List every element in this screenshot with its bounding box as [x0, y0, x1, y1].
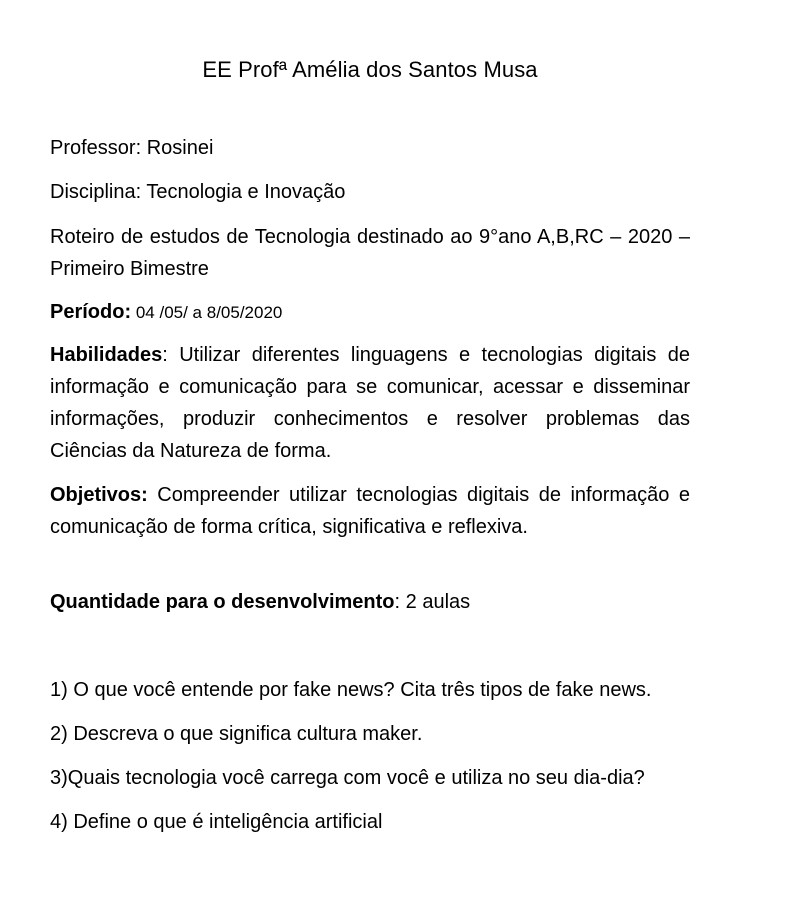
objectives-label: Objetivos:	[50, 484, 148, 506]
period-value: 04 /05/ a 8/05/2020	[131, 303, 283, 322]
school-title: EE Profª Amélia dos Santos Musa	[202, 57, 538, 82]
period-label: Período:	[50, 301, 132, 323]
professor-line: Professor: Rosinei	[50, 137, 214, 159]
objectives-paragraph	[50, 479, 690, 543]
skills-text: : Utilizar diferentes linguagens e tecnologias digitais de informação e comunicação para se comunicar, acessar e disseminar informações, produzir conhecimentos e resolver problemas das Ciências da Natureza de forma.	[50, 344, 690, 462]
skills-label: Habilidades	[50, 344, 163, 366]
objectives-text: Compreender utilizar tecnologias digitais de informação e comunicação de forma crítica, significativa e reflexiva.	[50, 484, 690, 538]
quantity-label: Quantidade para o desenvolvimento	[50, 591, 395, 613]
roteiro-paragraph: Roteiro de estudos de Tecnologia destinado ao 9°ano A,B,RC – 2020 – Primeiro Bimestre	[50, 226, 690, 280]
period-line	[50, 296, 690, 329]
question-item: 2) Descreva o que significa cultura maker.	[50, 723, 423, 745]
question-item: 3)Quais tecnologia você carrega com você e utiliza no seu dia-dia?	[50, 767, 645, 789]
quantity-line	[50, 586, 690, 618]
quantity-text: : 2 aulas	[394, 591, 471, 613]
question-item: 1) O que você entende por fake news? Cita três tipos de fake news.	[50, 679, 652, 701]
question-item: 4) Define o que é inteligência artificial	[50, 811, 383, 833]
discipline-line: Disciplina: Tecnologia e Inovação	[50, 181, 346, 203]
skills-paragraph	[50, 339, 690, 467]
